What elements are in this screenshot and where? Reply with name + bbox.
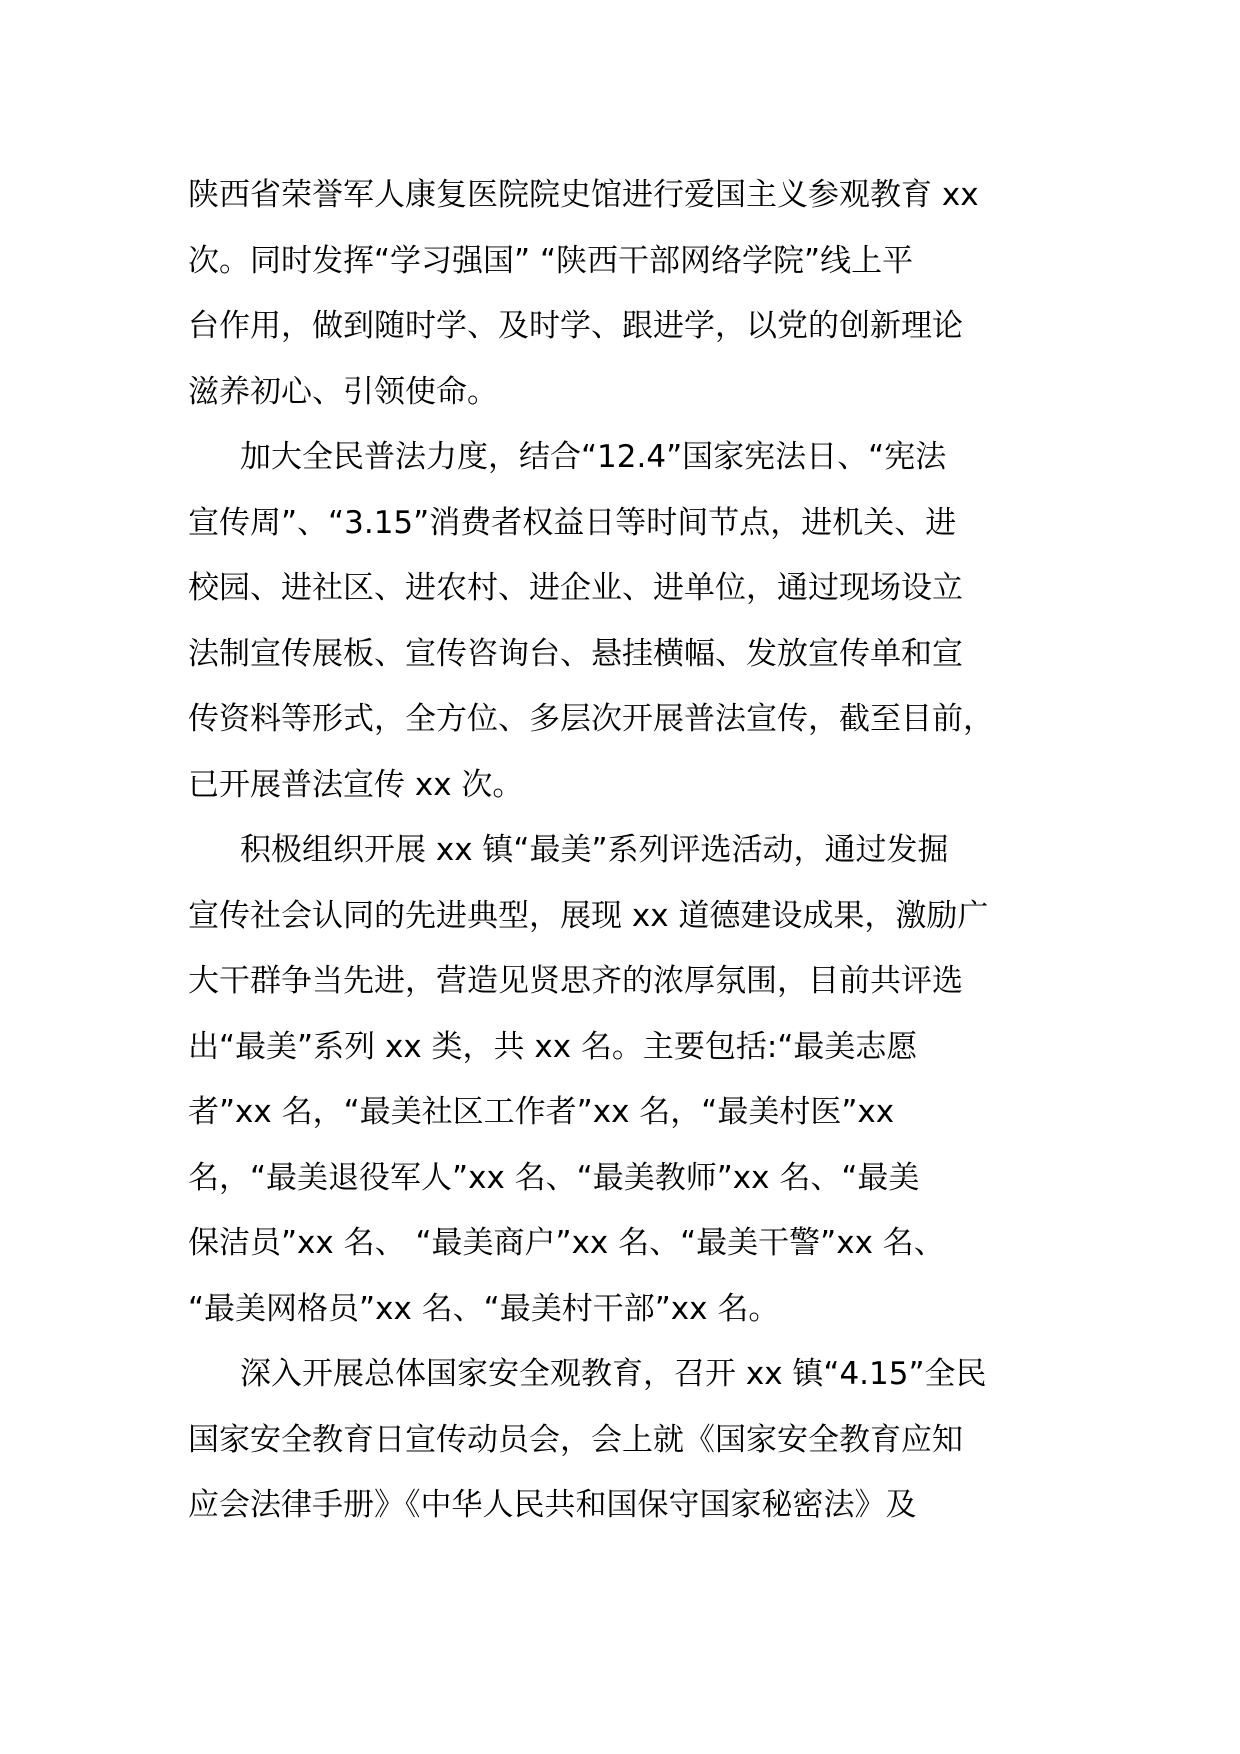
text-line: 次。同时发挥“学习强国” “陕西干部网络学院”线上平 bbox=[188, 242, 914, 279]
text-line: 校园、进社区、进农村、进企业、进单位，通过现场设立 bbox=[188, 570, 963, 606]
text-line: 保洁员”xx 名、 “最美商户”xx 名、“最美干警”xx 名、 bbox=[188, 1225, 945, 1261]
text-line: 传资料等形式，全方位、多层次开展普法宣传，截至目前， bbox=[188, 701, 994, 737]
text-line: 法制宣传展板、宣传咨询台、悬挂横幅、发放宣传单和宣 bbox=[188, 635, 963, 672]
paragraph-1 bbox=[188, 163, 1068, 425]
paragraph-2 bbox=[188, 425, 1068, 818]
document-body bbox=[188, 163, 1068, 1539]
text-line: “最美网格员”xx 名、“最美村干部”xx 名。 bbox=[188, 1290, 780, 1327]
text-line: 名，“最美退役军人”xx 名、“最美教师”xx 名、“最美 bbox=[188, 1159, 920, 1196]
text-line: 宣传社会认同的先进典型，展现 xx 道德建设成果，激励广 bbox=[188, 897, 989, 934]
text-line: 台作用，做到随时学、及时学、跟进学，以党的创新理论 bbox=[188, 308, 963, 344]
text-line: 出“最美”系列 xx 类，共 xx 名。主要包括:“最美志愿 bbox=[188, 1028, 918, 1065]
text-line: 大干群争当先进，营造见贤思齐的浓厚氛围，目前共评选 bbox=[188, 963, 963, 999]
text-line: 宣传周”、“3.15”消费者权益日等时间节点，进机关、进 bbox=[188, 504, 957, 541]
text-line: 应会法律手册》《中华人民共和国保守国家秘密法》及 bbox=[188, 1487, 917, 1523]
paragraph-4 bbox=[188, 1342, 1068, 1539]
paragraph-3 bbox=[188, 818, 1068, 1342]
text-line: 者”xx 名，“最美社区工作者”xx 名，“最美村医”xx bbox=[188, 1094, 895, 1130]
text-line: 滋养初心、引领使命。 bbox=[188, 373, 498, 410]
text-line: 加大全民普法力度，结合“12.4”国家宪法日、“宪法 bbox=[240, 439, 947, 475]
text-line: 陕西省荣誉军人康复医院院史馆进行爱国主义参观教育 xx bbox=[188, 177, 979, 213]
text-line: 积极组织开展 xx 镇“最美”系列评选活动，通过发掘 bbox=[240, 832, 949, 868]
text-line: 深入开展总体国家安全观教育，召开 xx 镇“4.15”全民 bbox=[240, 1356, 987, 1392]
text-line: 已开展普法宣传 xx 次。 bbox=[188, 766, 524, 803]
text-line: 国家安全教育日宣传动员会，会上就《国家安全教育应知 bbox=[188, 1421, 963, 1458]
